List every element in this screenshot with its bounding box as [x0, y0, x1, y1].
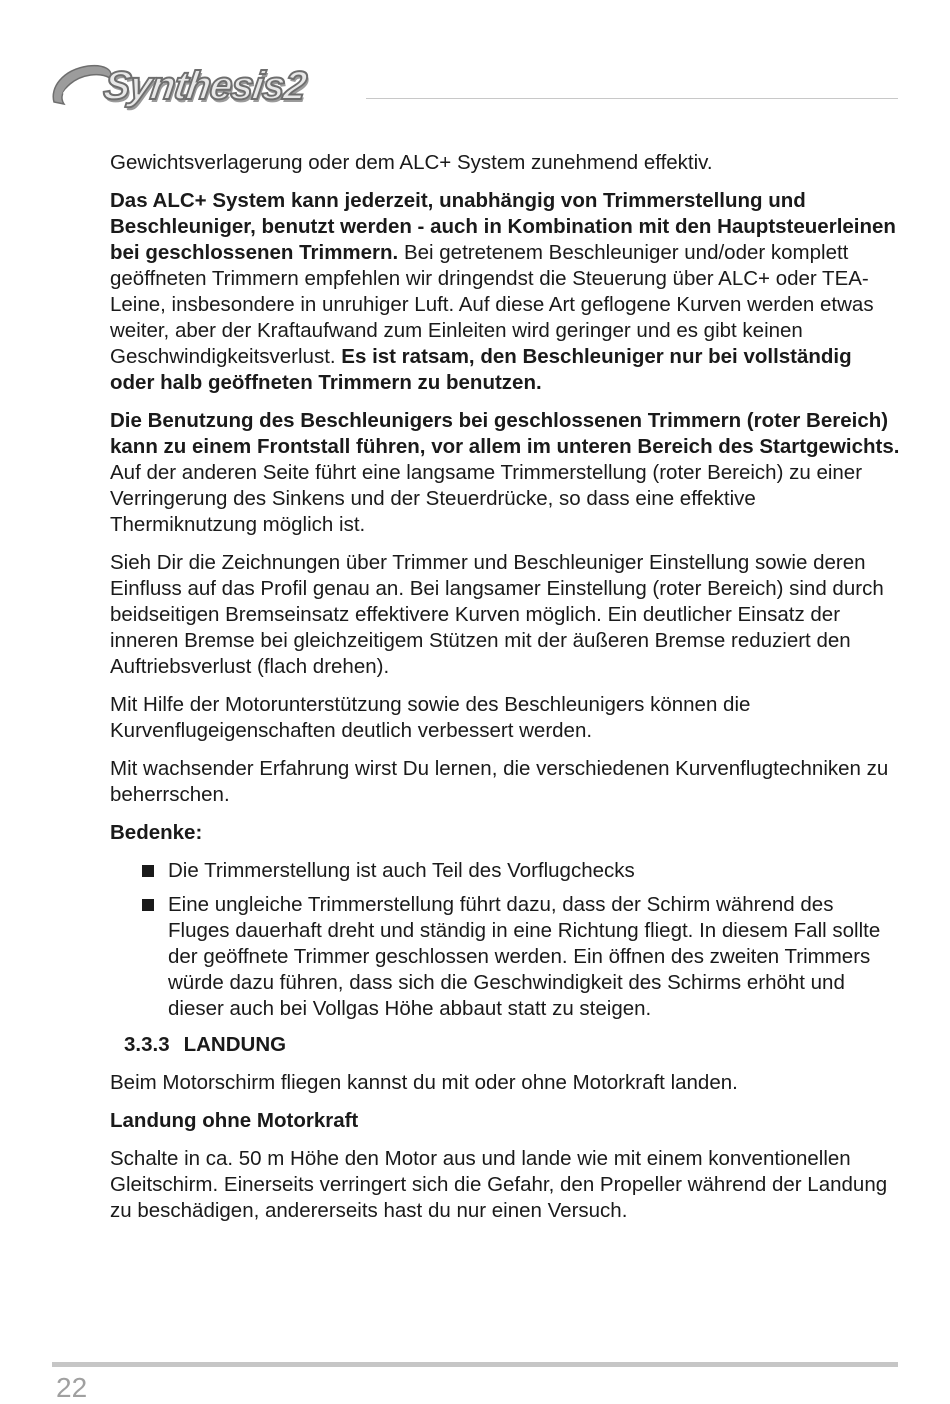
square-bullet-icon	[142, 865, 154, 877]
footer-divider	[52, 1362, 898, 1367]
body-text: Auf der anderen Seite führt eine langsame Trimmerstellung (roter Bereich) zu einer Verringerung des Sinkens und der Steuerdrücke, so dass eine effektive Thermiknutzung möglich ist.	[110, 461, 863, 536]
section-title: LANDUNG	[183, 1033, 287, 1056]
bold-text: Die Benutzung des Beschleunigers bei geschlossenen Trimmern (roter Bereich) kann zu einem Frontstall führen, vor allem im unteren Bereich des Startgewichts.	[110, 409, 900, 458]
paragraph: Mit wachsender Erfahrung wirst Du lernen, die verschiedenen Kurvenflugtechniken zu beherrschen.	[110, 757, 889, 806]
logo: Synthesis2	[100, 64, 309, 108]
paragraph: Sieh Dir die Zeichnungen über Trimmer und Beschleuniger Einstellung sowie deren Einfluss auf das Profil genau an. Bei langsamer Einstellung (roter Bereich) sind durch beidseitigen Bremseinsatz effektivere Kurven möglich. Ein deutlicher Einsatz der inneren Bremse bei gleichzeitigem Stützen mit der äußeren Bremse reduziert den Auftriebsverlust (flach drehen).	[110, 551, 884, 678]
section-number: 3.3.3	[124, 1033, 170, 1056]
list-item-text: Eine ungleiche Trimmerstellung führt dazu, dass der Schirm während des Fluges dauerhaft dreht und ständig in eine Richtung fliegt. In diesem Fall sollte der geöffnete Trimmer geschlossen werden. Ein öffnen des zweiten Trimmers würde dazu führen, dass sich die Geschwindigkeit des Schirms erhöht und dieser auch bei Vollgas Höhe abbaut statt zu steigen.	[168, 893, 881, 1020]
subheading: Landung ohne Motorkraft	[110, 1109, 359, 1132]
bold-text: Das ALC+ System kann jederzeit, unabhängig von Trimmerstellung und Beschleuniger, benutzt werden - auch in Kombination mit den Hauptsteuerleinen bei geschlossenen Trimmern.	[110, 189, 896, 264]
paragraph: Beim Motorschirm fliegen kannst du mit oder ohne Motorkraft landen.	[110, 1071, 738, 1094]
body-text: Bei getretenem Beschleuniger und/oder komplett geöffneten Trimmern empfehlen wir dringendst die Steuerung über ALC+ oder TEA-Leine, insbesondere in unruhiger Luft. Auf diese Art geflogene Kurven werden etwas weiter, aber der Kraftaufwand zum Einleiten wird geringer und es gibt keinen Geschwindigkeitsverlust.	[110, 241, 874, 368]
paragraph: Gewichtsverlagerung oder dem ALC+ System zunehmend effektiv.	[110, 151, 713, 174]
square-bullet-icon	[142, 899, 154, 911]
paragraph	[110, 408, 900, 538]
bold-text: Es ist ratsam, den Beschleuniger nur bei vollständig oder halb geöffneten Trimmern zu benutzen.	[110, 345, 852, 394]
paragraph	[110, 188, 900, 396]
page-header	[48, 58, 898, 114]
paragraph: Mit Hilfe der Motorunterstützung sowie des Beschleunigers können die Kurvenflugeigenschaften deutlich verbessert werden.	[110, 693, 751, 742]
paragraph: Schalte in ca. 50 m Höhe den Motor aus und lande wie mit einem konventionellen Gleitschirm. Einerseits verringert sich die Gefahr, den Propeller während der Landung zu beschädigen, andererseits hast du nur einen Versuch.	[110, 1147, 888, 1222]
bedenke-list	[110, 858, 900, 1022]
list-item-text: Die Trimmerstellung ist auch Teil des Vorflugchecks	[168, 859, 635, 882]
page-number: 22	[56, 1372, 88, 1403]
list-item	[110, 858, 900, 884]
bedenke-title: Bedenke:	[110, 821, 203, 844]
section-heading	[124, 1032, 900, 1058]
list-item	[110, 892, 900, 1022]
document-body	[110, 150, 900, 1236]
header-divider	[366, 98, 898, 99]
